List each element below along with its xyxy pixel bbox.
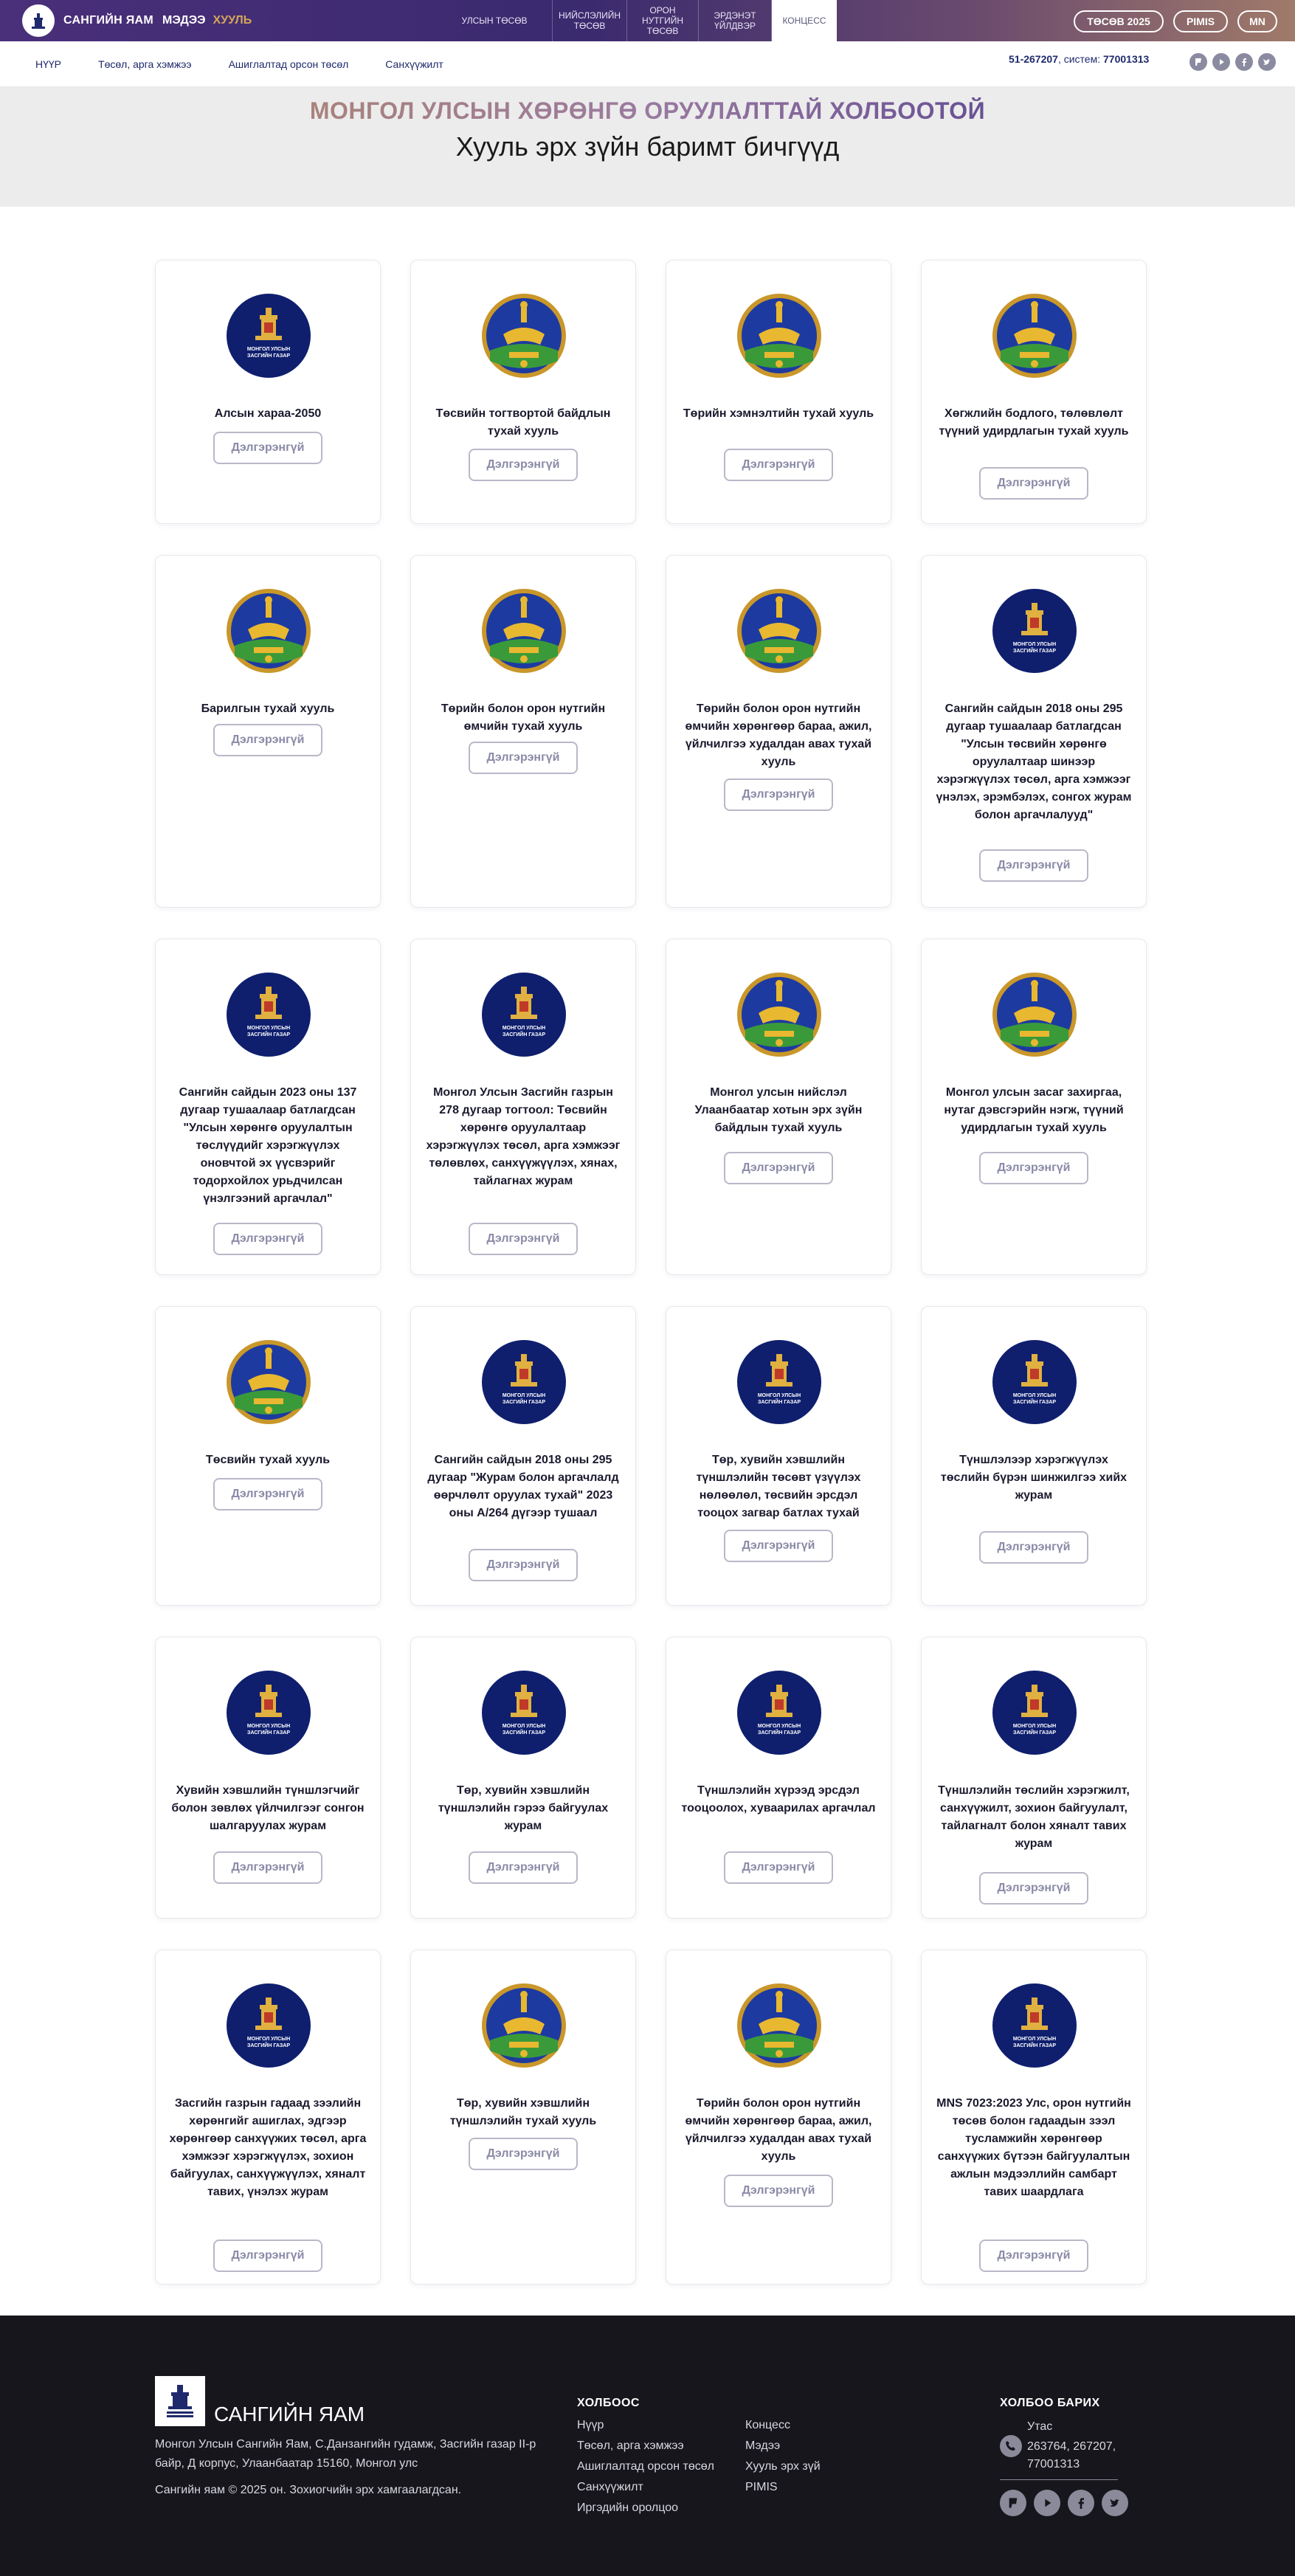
emblem-caption-line1: МОНГОЛ УЛСЫН — [1012, 2037, 1057, 2042]
document-title: Монгол Улсын Засгийн газрын 278 дугаар тогтоол: Төсвийн хөрөнгө оруулалтаар хэрэгжүүлэх төсөл, арга хэмжээг төлөвлөх, санхүүжүүлэх, хянах, тайлагнах журам — [426, 1086, 621, 1187]
contact-system-number: 77001313 — [1103, 53, 1150, 65]
agency-emblem-icon — [226, 972, 311, 1057]
document-card[interactable] — [921, 1306, 1147, 1606]
emblem-caption-line1: МОНГОЛ УЛСЫН — [502, 1393, 546, 1398]
footer-link-participation[interactable]: Иргэдийн оролцоо — [577, 2501, 678, 2514]
emblem-caption-line2: ЗАСГИЙН ГАЗАР — [502, 1730, 546, 1736]
footer — [0, 2316, 1295, 2576]
topnav-erdenet[interactable]: ЭРДЭНЭТ ҮЙЛДВЭР — [699, 0, 772, 41]
nav-law[interactable]: ХУУЛЬ — [213, 14, 252, 27]
document-card[interactable] — [666, 260, 891, 524]
document-card[interactable] — [155, 1637, 381, 1919]
document-card[interactable] — [921, 1637, 1147, 1919]
document-card[interactable] — [410, 1637, 636, 1919]
document-title: Барилгын тухай хууль — [201, 702, 335, 715]
document-card[interactable] — [921, 1950, 1147, 2285]
twitter-icon[interactable] — [1258, 53, 1276, 71]
contact-phone: 51-267207 — [1009, 53, 1058, 65]
footer-link-financing[interactable]: Санхүүжилт — [577, 2481, 643, 2493]
subnav-financing[interactable]: Санхүүжилт — [385, 58, 443, 70]
page-header — [0, 87, 1295, 207]
document-card[interactable] — [921, 260, 1147, 524]
details-button[interactable]: Дэлгэрэнгүй — [469, 2138, 578, 2170]
document-title: Төр, хувийн хэвшлийн түншлэлийн гэрээ байгуулах журам — [438, 1784, 609, 1832]
document-title: Засгийн газрын гадаад зээлийн хөрөнгийг ашиглах, эдгээр хөрөнгөөр санхүүжих төсөл, арга хэмжээг хэрэгжүүлэх, зохион байгуулах, санхүүжүүлэх, хяналт тавих, үнэлэх журам — [169, 2097, 367, 2198]
document-card[interactable] — [155, 1950, 381, 2285]
topnav-local-budget[interactable]: ОРОН НУТГИЙН ТӨСӨВ — [627, 0, 699, 41]
footer-links-heading: ХОЛБООС — [577, 2397, 640, 2409]
footer-phone-numbers: 263764, 267207, 77001313 — [1027, 2440, 1116, 2470]
pimis-button[interactable]: PIMIS — [1173, 10, 1228, 32]
footer-link-law[interactable]: Хууль эрх зүй — [745, 2460, 821, 2473]
subnav-home[interactable]: НҮҮР — [35, 58, 62, 70]
document-card[interactable] — [666, 939, 891, 1275]
top-nav — [437, 0, 837, 41]
footer-contact-heading: ХОЛБОО БАРИХ — [1000, 2397, 1100, 2409]
emblem-caption-line1: МОНГОЛ УЛСЫН — [246, 1724, 291, 1729]
footer-link-concession[interactable]: Концесс — [745, 2419, 790, 2431]
facebook-icon[interactable] — [1235, 53, 1253, 71]
details-button[interactable]: Дэлгэрэнгүй — [724, 778, 833, 811]
emblem-caption-line2: ЗАСГИЙН ГАЗАР — [502, 1400, 546, 1405]
footer-link-completed[interactable]: Ашиглалтад орсон төсөл — [577, 2460, 714, 2473]
footer-address: Монгол Улсын Сангийн Яам, С.Данзангийн гудамж, Засгийн газар II-р байр, Д корпус, Улаанбаатар 15160, Монгол улс — [155, 2438, 536, 2470]
agency-emblem-icon — [736, 1339, 822, 1425]
details-button[interactable]: Дэлгэрэнгүй — [724, 1851, 833, 1884]
details-button[interactable]: Дэлгэрэнгүй — [213, 1851, 322, 1884]
document-card[interactable] — [410, 555, 636, 908]
state-emblem-icon — [481, 1983, 567, 2068]
emblem-caption-line2: ЗАСГИЙН ГАЗАР — [246, 353, 291, 359]
details-button[interactable]: Дэлгэрэнгүй — [469, 1851, 578, 1884]
details-button[interactable]: Дэлгэрэнгүй — [213, 1478, 322, 1510]
details-button[interactable]: Дэлгэрэнгүй — [979, 849, 1088, 882]
footer-copyright: Сангийн яам © 2025 он. Зохиогчийн эрх хамгаалагдсан. — [155, 2484, 462, 2496]
emblem-caption-line2: ЗАСГИЙН ГАЗАР — [246, 1032, 291, 1037]
emblem-caption-line2: ЗАСГИЙН ГАЗАР — [757, 1730, 801, 1736]
document-card[interactable] — [155, 555, 381, 908]
emblem-caption-line2: ЗАСГИЙН ГАЗАР — [502, 1032, 546, 1037]
emblem-caption-line2: ЗАСГИЙН ГАЗАР — [1012, 649, 1057, 654]
document-title: Төрийн болон орон нутгийн өмчийн тухай хууль — [441, 702, 606, 733]
document-title: Сангийн сайдын 2018 оны 295 дугаар "Журам болон аргачлалд өөрчлөлт оруулах тухай" 2023 оны А/264 дүгээр тушаал — [427, 1454, 619, 1519]
document-title: Монгол улсын нийслэл Улаанбаатар хотын эрх зүйн байдлын тухай хууль — [694, 1086, 863, 1134]
footer-ministry-name: САНГИЙН ЯАМ — [214, 2403, 365, 2425]
document-card[interactable] — [410, 1306, 636, 1606]
details-button[interactable]: Дэлгэрэнгүй — [979, 1872, 1088, 1905]
emblem-caption-line1: МОНГОЛ УЛСЫН — [757, 1724, 801, 1729]
brand[interactable] — [22, 4, 252, 37]
document-title: Төрийн болон орон нутгийн өмчийн хөрөнгөөр бараа, ажил, үйлчилгээ худалдан авах тухай хууль — [685, 702, 872, 768]
emblem-caption-line2: ЗАСГИЙН ГАЗАР — [246, 1730, 291, 1736]
state-emblem-icon — [736, 972, 822, 1057]
footer-divider — [1000, 2479, 1118, 2480]
details-button[interactable]: Дэлгэрэнгүй — [469, 1223, 578, 1255]
details-button[interactable]: Дэлгэрэнгүй — [213, 1223, 322, 1255]
nav-news[interactable]: МЭДЭЭ — [162, 14, 206, 27]
document-card[interactable] — [921, 555, 1147, 908]
agency-emblem-icon — [992, 1670, 1077, 1755]
emblem-caption-line1: МОНГОЛ УЛСЫН — [1012, 642, 1057, 647]
document-title: Төсвийн тухай хууль — [205, 1454, 331, 1466]
footer-link-news[interactable]: Мэдээ — [745, 2439, 781, 2452]
agency-emblem-icon — [992, 1983, 1077, 2068]
document-card[interactable] — [666, 1637, 891, 1919]
page-subtitle: Хууль эрх зүйн баримт бичгүүд — [455, 131, 840, 162]
subnav-completed-projects[interactable]: Ашиглалтад орсон төсөл — [228, 58, 349, 70]
document-card[interactable] — [410, 1950, 636, 2285]
contact-info: 51-267207, систем: 77001313 — [1009, 53, 1150, 65]
state-emblem-icon — [736, 293, 822, 379]
document-card[interactable] — [155, 260, 381, 524]
document-title: Хувийн хэвшлийн түншлэгчийг болон зөвлөх үйлчилгээг сонгон шалгаруулах журам — [171, 1784, 365, 1832]
budget-2025-button[interactable]: ТӨСӨВ 2025 — [1074, 10, 1164, 32]
subnav-projects[interactable]: Төсөл, арга хэмжээ — [98, 58, 192, 70]
document-title: Төрийн хэмнэлтийн тухай хууль — [683, 407, 874, 420]
agency-emblem-icon — [226, 1670, 311, 1755]
details-button[interactable]: Дэлгэрэнгүй — [724, 1152, 833, 1184]
youtube-icon[interactable] — [1212, 53, 1230, 71]
emblem-caption-line1: МОНГОЛ УЛСЫН — [1012, 1724, 1057, 1729]
footer-link-pimis[interactable]: PIMIS — [745, 2481, 778, 2493]
state-emblem-icon — [226, 1339, 311, 1425]
brand-title: САНГИЙН ЯАМ — [63, 14, 154, 27]
agency-emblem-icon — [226, 1983, 311, 2068]
agency-emblem-icon — [481, 972, 567, 1057]
document-card[interactable] — [666, 555, 891, 908]
footer-link-home[interactable]: Нүүр — [577, 2419, 604, 2431]
state-emblem-icon — [226, 588, 311, 674]
details-button[interactable]: Дэлгэрэнгүй — [724, 2175, 833, 2207]
footer-foursquare-icon[interactable] — [1000, 2490, 1026, 2516]
state-emblem-icon — [992, 972, 1077, 1057]
details-button[interactable]: Дэлгэрэнгүй — [979, 2240, 1088, 2272]
topnav-capital-budget[interactable]: НИЙСЛЭЛИЙН ТӨСӨВ — [553, 0, 627, 41]
footer-twitter-icon[interactable] — [1102, 2490, 1128, 2516]
foursquare-icon[interactable] — [1189, 53, 1207, 71]
document-title: Түншлэлийн хүрээд эрсдэл тооцоолох, хуваарилах аргачлал — [681, 1784, 876, 1814]
details-button[interactable]: Дэлгэрэнгүй — [469, 449, 578, 481]
footer-facebook-icon[interactable] — [1068, 2490, 1094, 2516]
document-title: MNS 7023:2023 Улс, орон нутгийн төсөв болон гадаадын зээл тусламжийн хөрөнгөөр санхүүжих бүтээн байгуулалтын ажлын мэдээллийн самбарт тавих шаардлага — [936, 2097, 1131, 2198]
top-bar — [0, 0, 1295, 41]
agency-emblem-icon — [992, 1339, 1077, 1425]
phone-icon — [1000, 2435, 1022, 2457]
emblem-caption-line1: МОНГОЛ УЛСЫН — [246, 347, 291, 352]
details-button[interactable]: Дэлгэрэнгүй — [213, 724, 322, 756]
state-emblem-icon — [992, 293, 1077, 379]
footer-ministry-logo-icon — [155, 2376, 205, 2426]
details-button[interactable]: Дэлгэрэнгүй — [213, 2240, 322, 2272]
emblem-caption-line1: МОНГОЛ УЛСЫН — [1012, 1393, 1057, 1398]
emblem-caption-line2: ЗАСГИЙН ГАЗАР — [757, 1400, 801, 1405]
document-title: Төрийн болон орон нутгийн өмчийн хөрөнгөөр бараа, ажил, үйлчилгээ худалдан авах тухай хууль — [685, 2097, 872, 2163]
document-card[interactable] — [410, 260, 636, 524]
state-emblem-icon — [736, 1983, 822, 2068]
details-button[interactable]: Дэлгэрэнгүй — [724, 1530, 833, 1562]
emblem-caption-line2: ЗАСГИЙН ГАЗАР — [1012, 1400, 1057, 1405]
emblem-caption-line1: МОНГОЛ УЛСЫН — [246, 1026, 291, 1031]
secondary-bar — [0, 41, 1295, 87]
language-button[interactable]: MN — [1237, 10, 1277, 32]
agency-emblem-icon — [736, 1670, 822, 1755]
footer-link-projects[interactable]: Төсөл, арга хэмжээ — [577, 2439, 684, 2452]
document-title: Түншлэлийн төслийн хэрэгжилт, санхүүжилт, зохион байгуулалт, тайлагналт болон хяналт тавих журам — [938, 1784, 1130, 1850]
emblem-caption-line1: МОНГОЛ УЛСЫН — [246, 2037, 291, 2042]
agency-emblem-icon — [481, 1339, 567, 1425]
social-links — [1189, 53, 1281, 71]
document-title: Төр, хувийн хэвшлийн түншлэлийн төсөвт үзүүлэх нөлөөлөл, төсвийн эрсдэл тооцох загвар батлах тухай — [696, 1454, 861, 1519]
emblem-caption-line2: ЗАСГИЙН ГАЗАР — [1012, 1730, 1057, 1736]
emblem-caption-line1: МОНГОЛ УЛСЫН — [757, 1393, 801, 1398]
agency-emblem-icon — [226, 293, 311, 379]
details-button[interactable]: Дэлгэрэнгүй — [979, 1152, 1088, 1184]
state-emblem-icon — [736, 588, 822, 674]
document-card[interactable] — [410, 939, 636, 1275]
document-title: Хөгжлийн бодлого, төлөвлөлт түүний удирдлагын тухай хууль — [939, 407, 1129, 438]
state-emblem-icon — [481, 293, 567, 379]
details-button[interactable]: Дэлгэрэнгүй — [724, 449, 833, 481]
details-button[interactable]: Дэлгэрэнгүй — [469, 742, 578, 774]
details-button[interactable]: Дэлгэрэнгүй — [213, 432, 322, 464]
agency-emblem-icon — [481, 1670, 567, 1755]
document-title: Алсын хараа-2050 — [214, 407, 322, 420]
document-card[interactable] — [666, 1950, 891, 2285]
details-button[interactable]: Дэлгэрэнгүй — [469, 1549, 578, 1581]
document-title: Сангийн сайдын 2018 оны 295 дугаар тушаалаар батлагдсан "Улсын төсвийн хөрөнгө оруулалтаар шинээр хэрэгжүүлэх төсөл, арга хэмжээг үнэлэх, эрэмбэлэх, сонгох журам болон аргачлалууд" — [936, 702, 1132, 821]
emblem-caption-line2: ЗАСГИЙН ГАЗАР — [1012, 2043, 1057, 2048]
secondary-nav — [35, 41, 443, 87]
page-title: МОНГОЛ УЛСЫН ХӨРӨНГӨ ОРУУЛАЛТТАЙ ХОЛБООТОЙ — [0, 97, 1295, 125]
footer-youtube-icon[interactable] — [1034, 2490, 1060, 2516]
details-button[interactable]: Дэлгэрэнгүй — [979, 467, 1088, 500]
document-title: Сангийн сайдын 2023 оны 137 дугаар тушаалаар батлагдсан "Улсын хөрөнгө оруулалтын төслүүдийг хэрэгжүүлэх оновчтой эх үүсвэрийг тодорхойлох урьдчилсан үнэлгээний аргачлал" — [179, 1086, 357, 1205]
emblem-caption-line2: ЗАСГИЙН ГАЗАР — [246, 2043, 291, 2048]
state-emblem-icon — [481, 588, 567, 674]
footer-phone-label: Утас — [1027, 2420, 1053, 2433]
ministry-logo-icon — [22, 4, 55, 37]
details-button[interactable]: Дэлгэрэнгүй — [979, 1531, 1088, 1564]
topnav-state-budget[interactable]: УЛСЫН ТӨСӨВ — [437, 0, 553, 41]
topnav-concession[interactable]: КОНЦЕСС — [772, 0, 837, 41]
emblem-caption-line1: МОНГОЛ УЛСЫН — [502, 1724, 546, 1729]
emblem-caption-line1: МОНГОЛ УЛСЫН — [502, 1026, 546, 1031]
document-title: Төсвийн тогтвортой байдлын тухай хууль — [435, 407, 611, 438]
document-card[interactable] — [921, 939, 1147, 1275]
agency-emblem-icon — [992, 588, 1077, 674]
document-card[interactable] — [155, 939, 381, 1275]
document-title: Түншлэлээр хэрэгжүүлэх төслийн бүрэн шинжилгээ хийх журам — [940, 1454, 1127, 1502]
document-card[interactable] — [155, 1306, 381, 1606]
footer-social-links — [1000, 2490, 1136, 2516]
document-title: Төр, хувийн хэвшлийн түншлэлийн тухай хууль — [449, 2097, 597, 2127]
contact-system-label: систем: — [1063, 53, 1101, 65]
document-card[interactable] — [666, 1306, 891, 1606]
document-title: Монгол улсын засаг захиргаа, нутаг дэвсгэрийн нэгж, түүний удирдлагын тухай хууль — [944, 1086, 1124, 1134]
